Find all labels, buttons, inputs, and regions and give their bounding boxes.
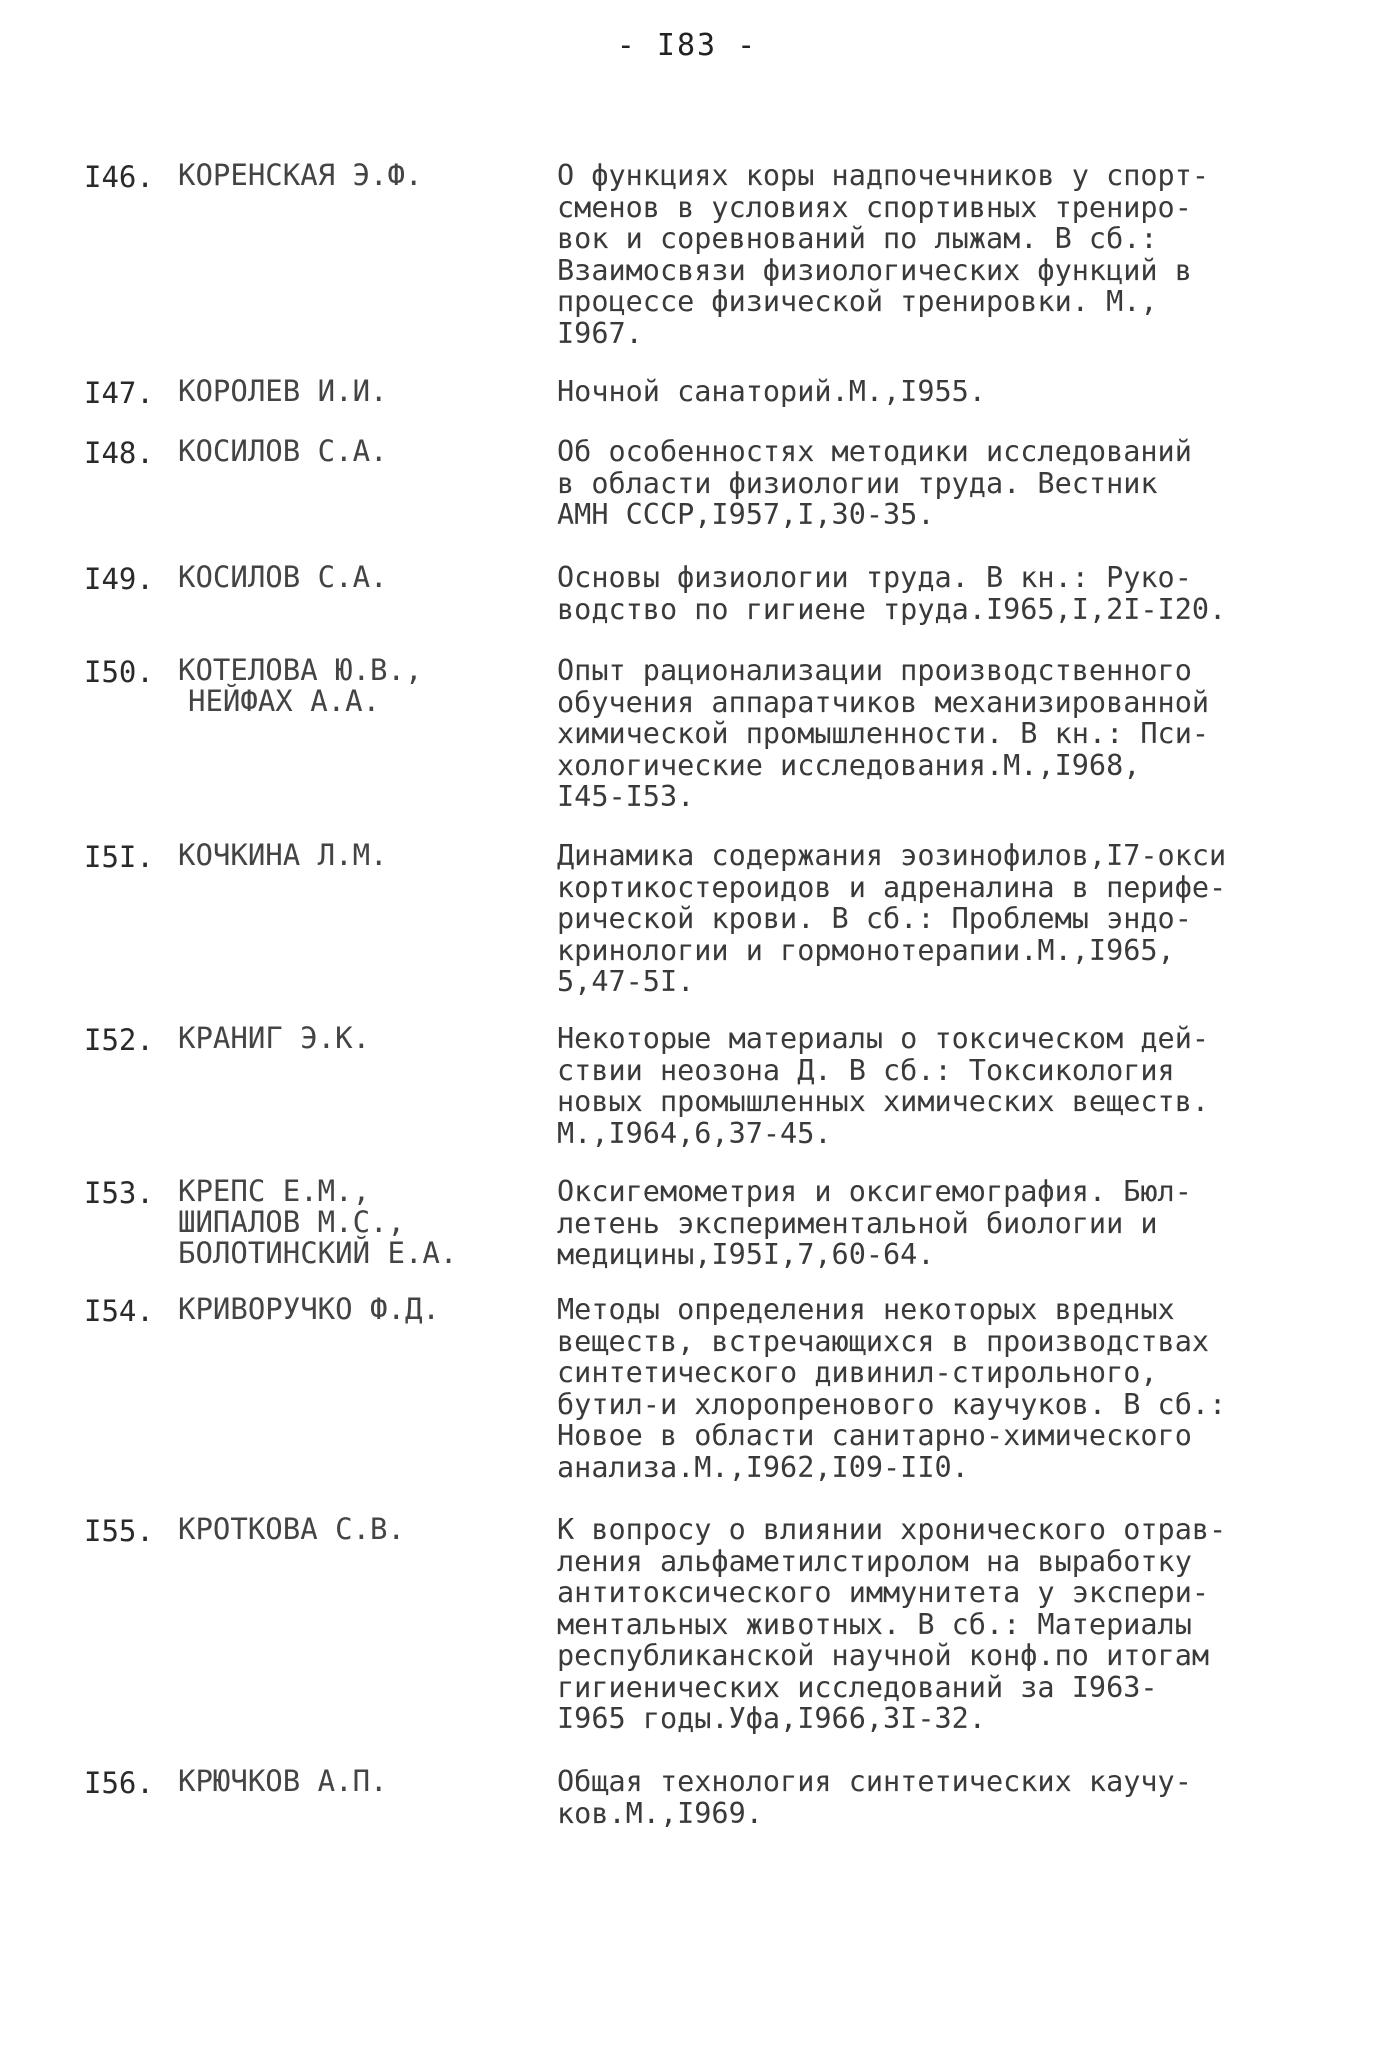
- entry-reference: [557, 1766, 1299, 1829]
- entry-reference: [557, 1514, 1299, 1735]
- entry-reference: [557, 436, 1299, 531]
- reference-line: кринологии и гормонотерапии.М.,I965,: [557, 933, 1175, 967]
- author-name: КРИВОРУЧКО Ф.Д.: [178, 1292, 440, 1326]
- reference-line: I965 годы.Уфа,I966,3I-32.: [557, 1702, 986, 1735]
- entry-number: I53.: [84, 1176, 154, 1210]
- reference-line: М.,I964,6,37-45.: [557, 1116, 832, 1150]
- entry-authors: [178, 160, 548, 191]
- reference-line: Общая технология синтетических каучу-: [557, 1765, 1192, 1798]
- reference-line: водство по гигиене труда.I965,I,2I-I20.: [557, 592, 1227, 626]
- reference-line: кортикостероидов и адреналина в перифе-: [557, 870, 1227, 904]
- page-number: - I83 -: [616, 28, 758, 63]
- reference-line: обучения аппаратчиков механизированной: [557, 685, 1210, 719]
- author-name: КОРОЛЕВ И.И.: [178, 374, 388, 408]
- reference-line: 5,47-5I.: [557, 965, 695, 998]
- entry-authors: [178, 562, 548, 593]
- author-name: КРЕПС Е.М.,: [178, 1174, 371, 1208]
- reference-line: антитоксического иммунитета у экспери-: [557, 1576, 1210, 1609]
- reference-line: веществ, встречающихся в производствах: [557, 1324, 1210, 1358]
- entry-number: I55.: [84, 1514, 154, 1548]
- reference-line: I45-I53.: [557, 780, 695, 813]
- author-name: КОРЕНСКАЯ Э.Ф.: [178, 158, 423, 192]
- entry-authors: [178, 1514, 548, 1545]
- author-name: БОЛОТИНСКИЙ Е.А.: [178, 1236, 458, 1270]
- author-name: КРАНИГ Э.К.: [178, 1021, 371, 1055]
- entry-authors: [178, 1766, 548, 1797]
- entry-number: I56.: [84, 1766, 154, 1800]
- reference-line: гигиенических исследований за I963-: [557, 1670, 1158, 1704]
- reference-line: рической крови. В сб.: Проблемы эндо-: [557, 902, 1192, 935]
- entry-reference: [557, 840, 1299, 998]
- entry-reference: [557, 1023, 1299, 1149]
- reference-line: Некоторые материалы о токсическом дей-: [557, 1022, 1210, 1055]
- entry-authors: [178, 376, 548, 407]
- reference-line: медицины,I95I,7,60-64.: [557, 1238, 935, 1271]
- author-name: КРЮЧКОВ А.П.: [178, 1764, 388, 1798]
- entry-reference: [557, 562, 1299, 625]
- reference-line: химической промышленности. В кн.: Пси-: [557, 717, 1210, 750]
- reference-line: синтетического дивинил-стирольного,: [557, 1356, 1158, 1389]
- entry-authors: [178, 436, 548, 467]
- entry-reference: [557, 160, 1299, 349]
- author-name: КОТЕЛОВА Ю.В.,: [178, 653, 423, 687]
- entry-number: I49.: [84, 562, 154, 596]
- entry-reference: [557, 1176, 1299, 1271]
- reference-line: хологические исследования.М.,I968,: [557, 748, 1141, 782]
- reference-line: в области физиологии труда. Вестник: [557, 466, 1158, 500]
- entry-authors: [178, 655, 548, 717]
- reference-line: сменов в условиях спортивных трениро-: [557, 190, 1192, 224]
- entry-number: I50.: [84, 655, 154, 689]
- entry-number: I48.: [84, 436, 154, 470]
- reference-line: Динамика содержания эозинофилов,I7-окси: [557, 839, 1227, 872]
- entry-number: I46.: [84, 160, 154, 194]
- author-name: КОЧКИНА Л.М.: [178, 838, 388, 872]
- entry-number: I52.: [84, 1023, 154, 1057]
- reference-line: ментальных животных. В сб.: Материалы: [557, 1607, 1192, 1641]
- reference-line: бутил-и хлоропренового каучуков. В сб.:: [557, 1387, 1227, 1421]
- reference-line: ления альфаметилстиролом на выработку: [557, 1544, 1192, 1578]
- reference-line: I967.: [557, 316, 643, 350]
- reference-line: К вопросу о влиянии хронического отрав-: [557, 1513, 1227, 1546]
- entry-reference: [557, 376, 1299, 408]
- reference-line: процессе физической тренировки. М.,: [557, 285, 1158, 318]
- entry-reference: [557, 655, 1299, 813]
- reference-line: Новое в области санитарно-химического: [557, 1419, 1192, 1452]
- reference-line: Опыт рационализации производственного: [557, 654, 1192, 687]
- entry-authors: [178, 840, 548, 871]
- reference-line: Об особенностях методики исследований: [557, 435, 1192, 468]
- entry-number: I54.: [84, 1294, 154, 1328]
- reference-line: О функциях коры надпочечников у спорт-: [557, 159, 1210, 192]
- reference-line: Взаимосвязи физиологических функций в: [557, 253, 1192, 287]
- author-name: КРОТКОВА С.В.: [178, 1512, 405, 1546]
- reference-line: анализа.М.,I962,I09-II0.: [557, 1450, 969, 1484]
- reference-line: ков.М.,I969.: [557, 1796, 763, 1830]
- reference-line: АМН СССР,I957,I,30-35.: [557, 498, 935, 531]
- author-name: НЕЙФАХ А.А.: [188, 684, 381, 718]
- entry-authors: [178, 1176, 548, 1269]
- author-name: ШИПАЛОВ М.С.,: [178, 1205, 405, 1239]
- reference-line: летень экспериментальной биологии и: [557, 1206, 1158, 1240]
- entry-authors: [178, 1023, 548, 1054]
- reference-line: новых промышленных химических веществ.: [557, 1085, 1210, 1118]
- entry-number: I47.: [84, 376, 154, 410]
- reference-line: Ночной санаторий.М.,I955.: [557, 375, 986, 408]
- entry-reference: [557, 1294, 1299, 1483]
- reference-line: Методы определения некоторых вредных: [557, 1293, 1175, 1326]
- entry-number: I5I.: [84, 840, 154, 874]
- entry-authors: [178, 1294, 548, 1325]
- reference-line: республиканской научной конф.по итогам: [557, 1639, 1210, 1672]
- author-name: КОСИЛОВ С.А.: [178, 434, 388, 468]
- reference-line: Оксигемометрия и оксигемография. Бюл-: [557, 1175, 1192, 1208]
- reference-line: вок и соревнований по лыжам. В сб.:: [557, 222, 1158, 255]
- reference-line: ствии неозона Д. В сб.: Токсикология: [557, 1053, 1175, 1087]
- reference-line: Основы физиологии труда. В кн.: Руко-: [557, 561, 1192, 594]
- author-name: КОСИЛОВ С.А.: [178, 560, 388, 594]
